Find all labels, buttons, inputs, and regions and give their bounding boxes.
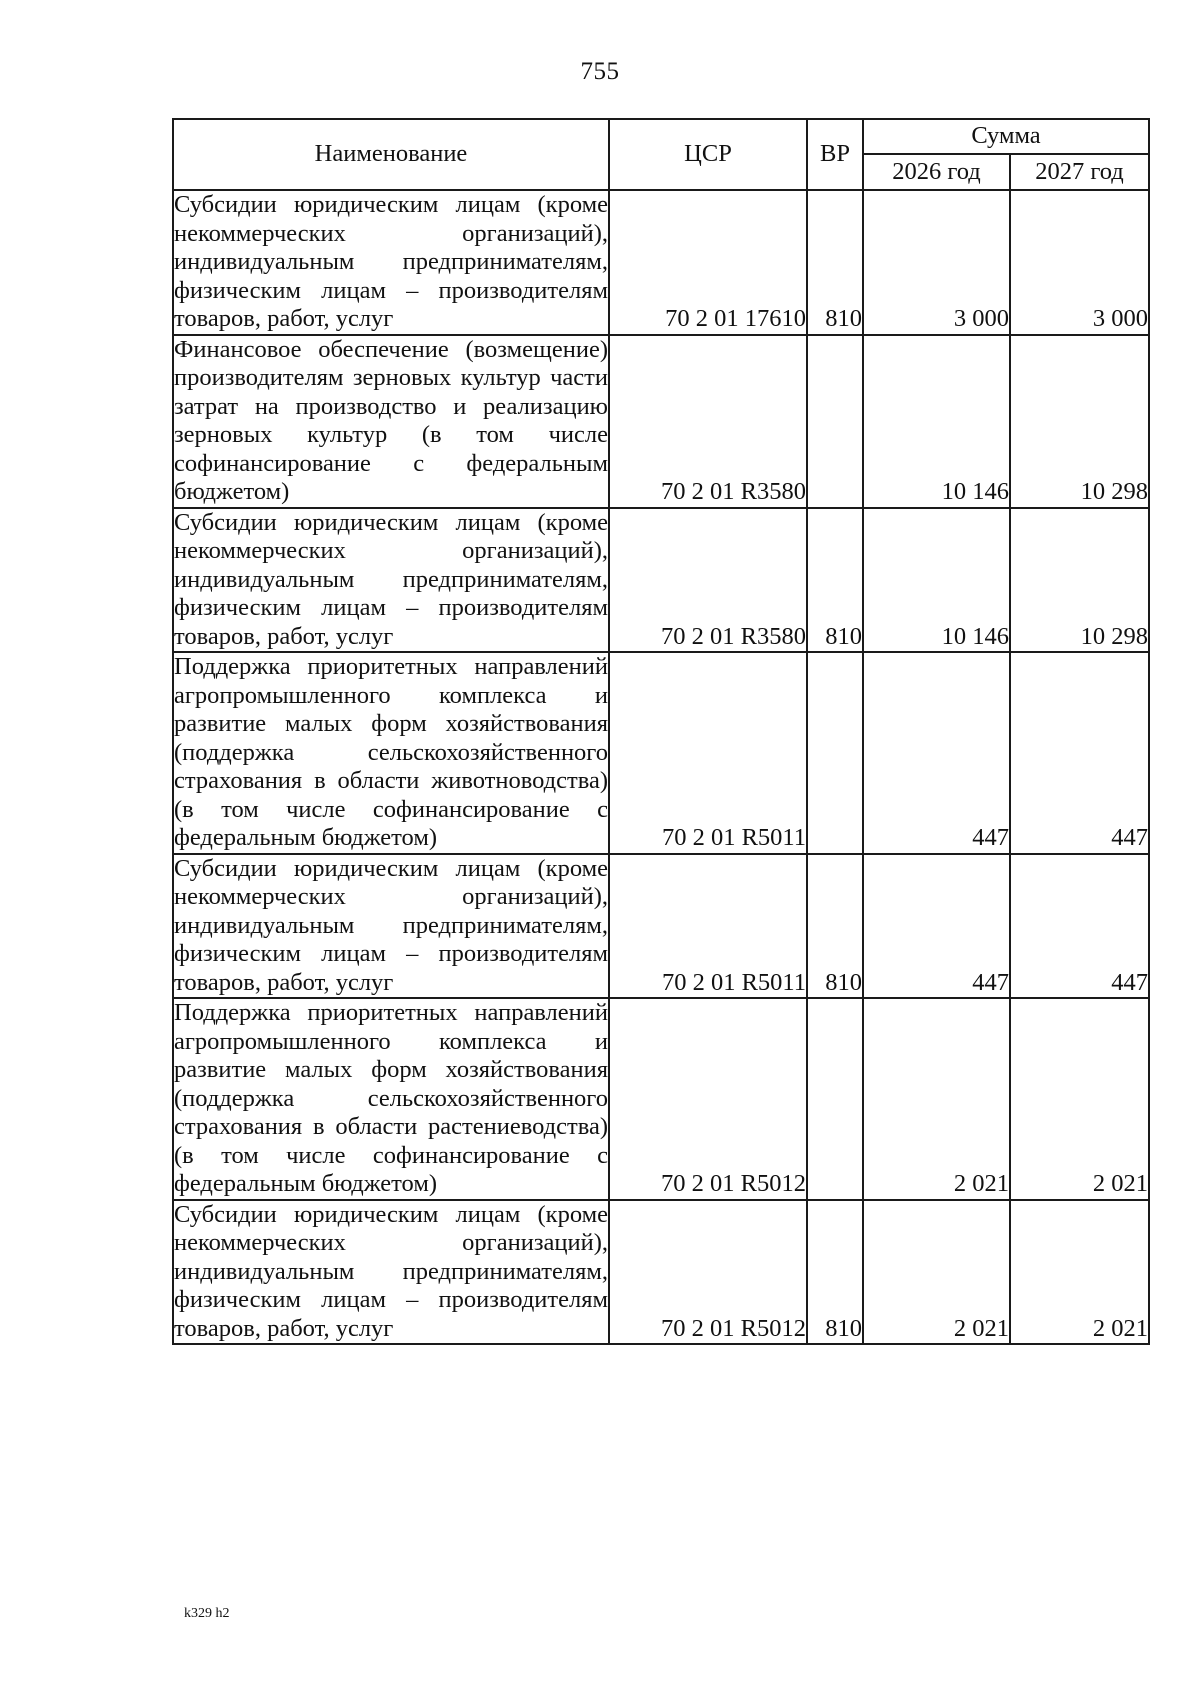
row-amount-2027: 447 bbox=[1010, 652, 1149, 854]
row-vr: 810 bbox=[807, 508, 863, 653]
row-name: Субсидии юридическим лицам (кроме некоммерческих организаций), индивидуальным предпринимателям, физическим лицам – производителям товаров, работ, услуг bbox=[173, 508, 609, 653]
row-code: 70 2 01 R5012 bbox=[609, 998, 807, 1200]
header-vr: ВР bbox=[807, 119, 863, 190]
row-vr: 810 bbox=[807, 854, 863, 999]
row-vr bbox=[807, 652, 863, 854]
table-row bbox=[173, 652, 1149, 854]
table-row bbox=[173, 335, 1149, 508]
row-code: 70 2 01 R3580 bbox=[609, 335, 807, 508]
table-header bbox=[173, 119, 1149, 190]
row-name: Поддержка приоритетных направлений агропромышленного комплекса и развитие малых форм хозяйствования (поддержка сельскохозяйственного страхования в области животноводства) (в том числе софинансирование с федеральным бюджетом) bbox=[173, 652, 609, 854]
row-amount-2027: 10 298 bbox=[1010, 508, 1149, 653]
table-row bbox=[173, 998, 1149, 1200]
row-vr: 810 bbox=[807, 1200, 863, 1345]
row-amount-2026: 447 bbox=[863, 854, 1010, 999]
row-amount-2027: 3 000 bbox=[1010, 190, 1149, 335]
row-code: 70 2 01 17610 bbox=[609, 190, 807, 335]
page-number: 755 bbox=[580, 58, 620, 85]
table-row bbox=[173, 508, 1149, 653]
header-year-2027: 2027 год bbox=[1010, 154, 1149, 190]
row-amount-2026: 2 021 bbox=[863, 1200, 1010, 1345]
table-row bbox=[173, 190, 1149, 335]
header-sum: Сумма bbox=[863, 119, 1149, 154]
table-row bbox=[173, 1200, 1149, 1345]
row-amount-2026: 3 000 bbox=[863, 190, 1010, 335]
row-name: Субсидии юридическим лицам (кроме некоммерческих организаций), индивидуальным предпринимателям, физическим лицам – производителям товаров, работ, услуг bbox=[173, 854, 609, 999]
header-year-2026: 2026 год bbox=[863, 154, 1010, 190]
row-name: Субсидии юридическим лицам (кроме некоммерческих организаций), индивидуальным предпринимателям, физическим лицам – производителям товаров, работ, услуг bbox=[173, 190, 609, 335]
row-name: Субсидии юридическим лицам (кроме некоммерческих организаций), индивидуальным предпринимателям, физическим лицам – производителям товаров, работ, услуг bbox=[173, 1200, 609, 1345]
row-code: 70 2 01 R3580 bbox=[609, 508, 807, 653]
row-amount-2026: 10 146 bbox=[863, 508, 1010, 653]
header-code: ЦСР bbox=[609, 119, 807, 190]
row-vr bbox=[807, 335, 863, 508]
row-amount-2027: 10 298 bbox=[1010, 335, 1149, 508]
row-amount-2026: 447 bbox=[863, 652, 1010, 854]
table-body bbox=[173, 190, 1149, 1344]
row-amount-2026: 10 146 bbox=[863, 335, 1010, 508]
row-vr: 810 bbox=[807, 190, 863, 335]
row-name: Финансовое обеспечение (возмещение) производителям зерновых культур части затрат на производство и реализацию зерновых культур (в том числе софинансирование с федеральным бюджетом) bbox=[173, 335, 609, 508]
header-name: Наименование bbox=[173, 119, 609, 190]
row-amount-2027: 2 021 bbox=[1010, 998, 1149, 1200]
row-amount-2027: 2 021 bbox=[1010, 1200, 1149, 1345]
row-code: 70 2 01 R5012 bbox=[609, 1200, 807, 1345]
row-vr bbox=[807, 998, 863, 1200]
header-row-top bbox=[173, 119, 1149, 154]
row-amount-2026: 2 021 bbox=[863, 998, 1010, 1200]
table-row bbox=[173, 854, 1149, 999]
row-amount-2027: 447 bbox=[1010, 854, 1149, 999]
footer-code: k329 h2 bbox=[184, 1606, 230, 1621]
row-code: 70 2 01 R5011 bbox=[609, 854, 807, 999]
row-code: 70 2 01 R5011 bbox=[609, 652, 807, 854]
budget-table bbox=[172, 118, 1150, 1345]
row-name: Поддержка приоритетных направлений агропромышленного комплекса и развитие малых форм хозяйствования (поддержка сельскохозяйственного страхования в области растениеводства) (в том числе софинансирование с федеральным бюджетом) bbox=[173, 998, 609, 1200]
